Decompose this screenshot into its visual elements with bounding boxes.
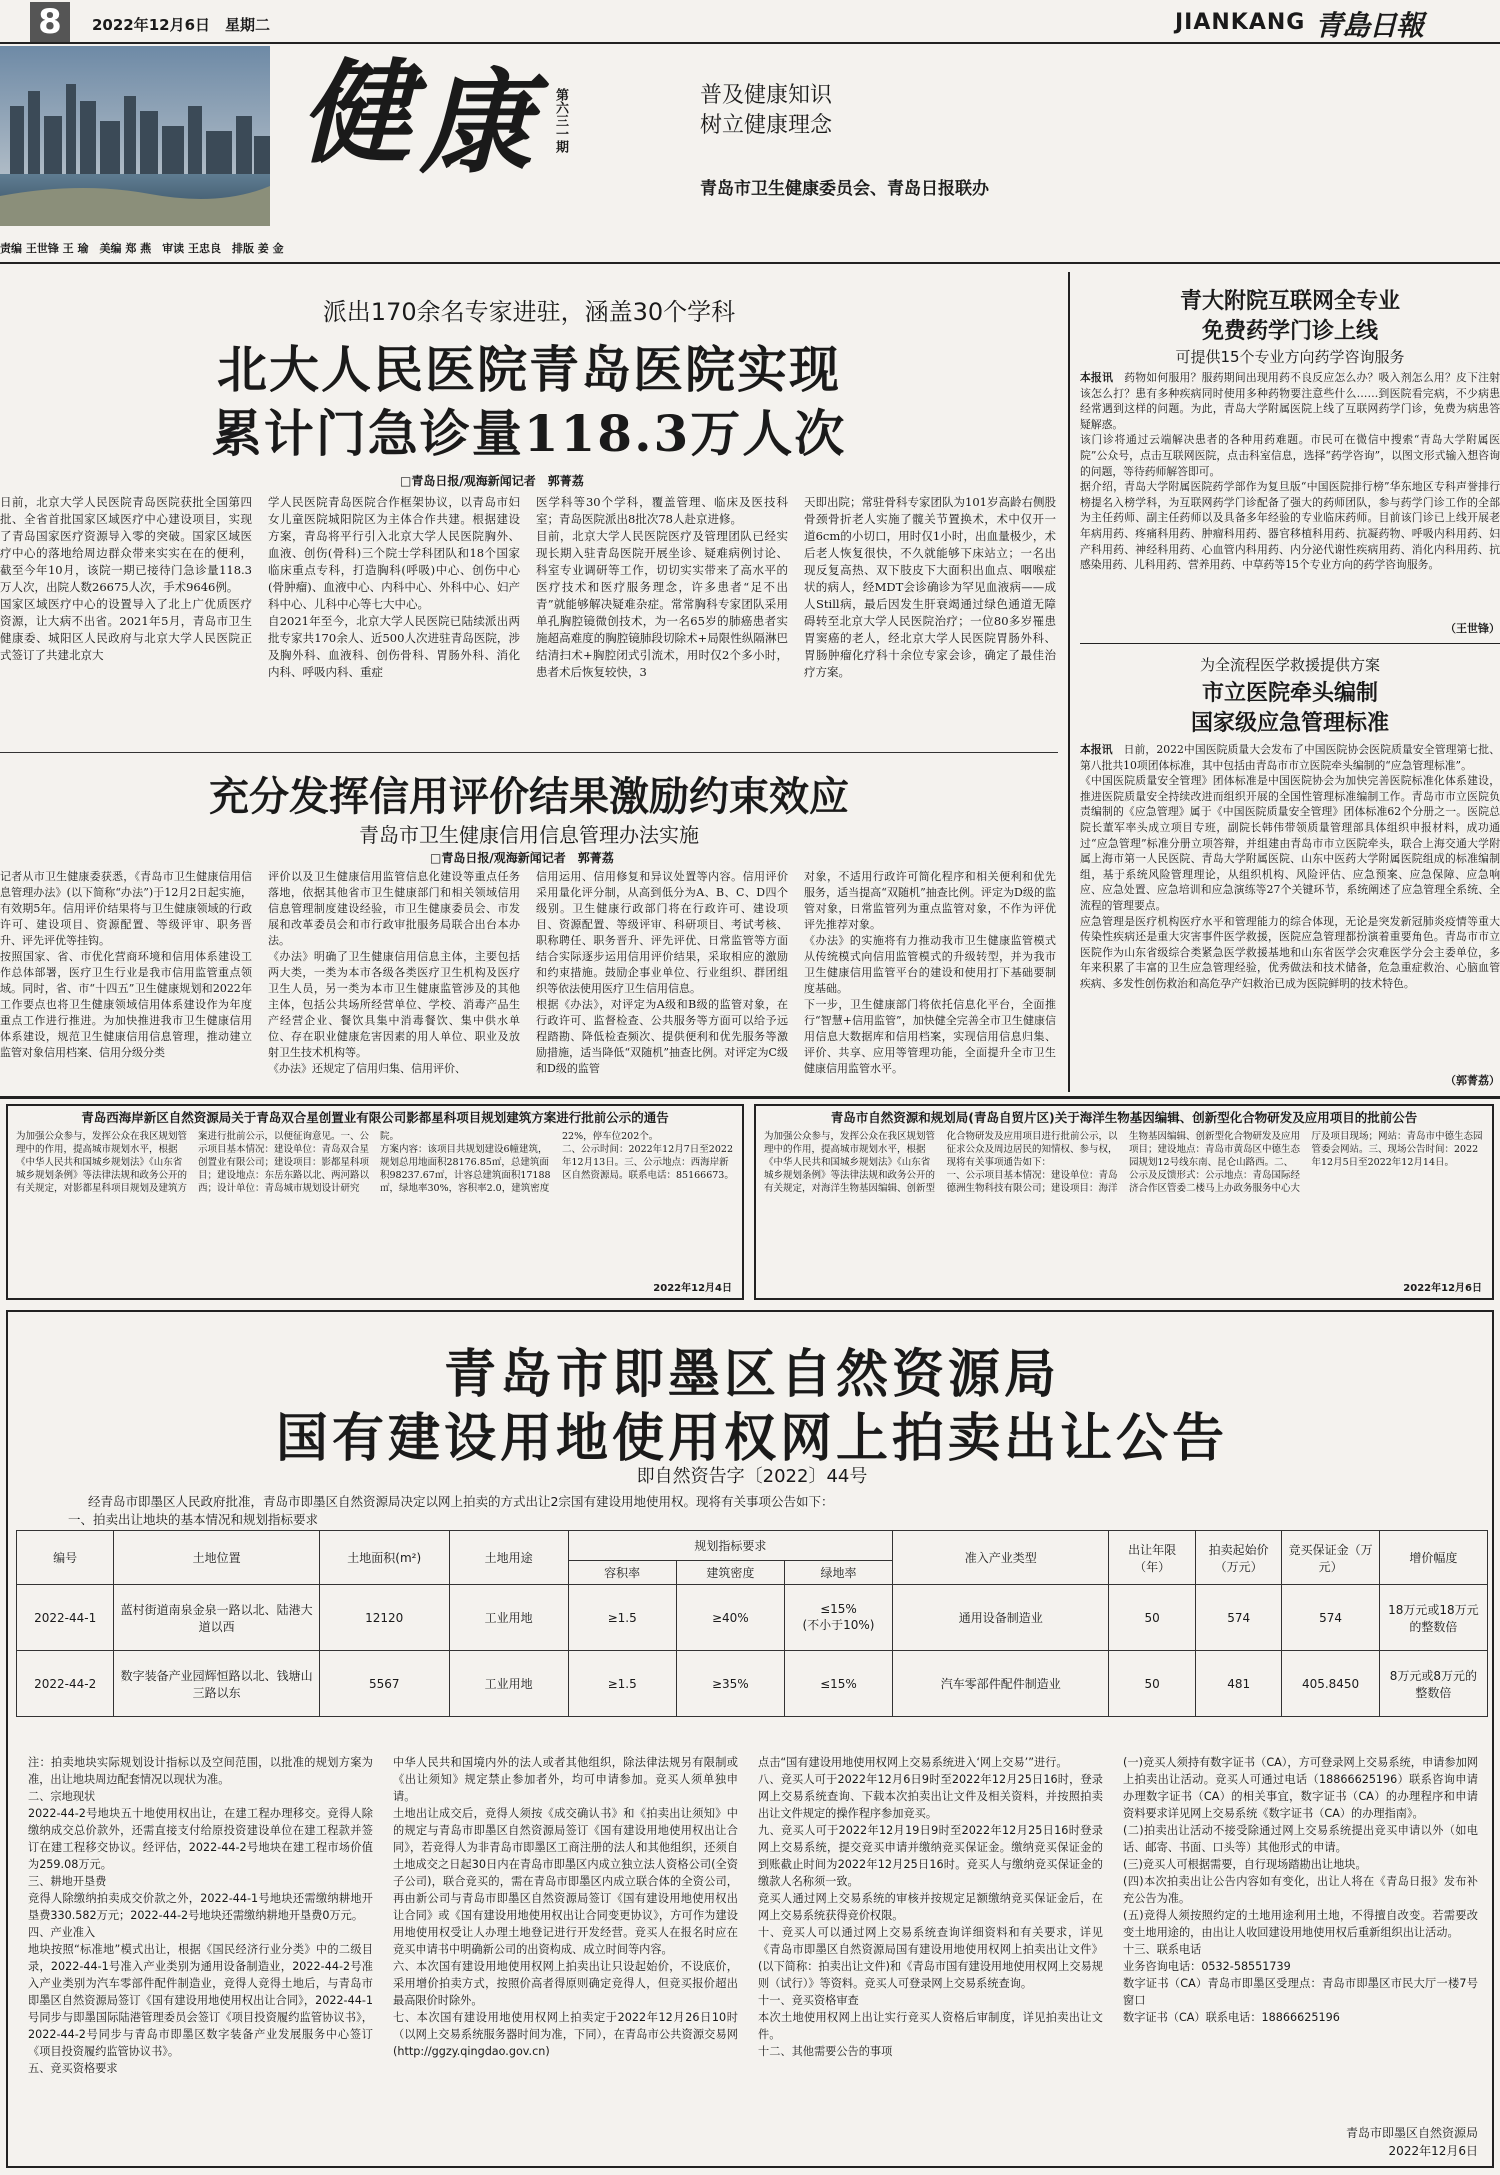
sidebar-divider <box>1080 643 1500 644</box>
cell-far: ≥1.5 <box>568 1651 676 1717</box>
notice-1-text: 为加强公众参与，发挥公众在我区规划管理中的作用，提高城市规划水平，根据《中华人民共和国城乡规划法》《山东省城乡规划条例》等法律法规和政务公开的有关规定，对影都星科项目规划及建筑方案进行批前公示，以便征询意见。一、公示项目基本情况：建设单位：青岛双合星创置业有限公司；建设项目：影都星科项目；建设地点：东岳东路以北、两河路以西；设计单位：青岛城市规划设计研究院。 方案内容：该项目共规划建设6幢建筑，规划总用地面积28176.85㎡，总建筑面积98237.67㎡，计容总建筑面积17188㎡，绿地率30%，容积率2.0，建筑密度22%，停车位202个。 二、公示时间：2022年12月7日至2022年12月13日。三、公示地点：西海岸新区自然资源局。联系电话：85166673。 <box>16 1131 734 1194</box>
column-divider <box>1068 272 1070 1092</box>
auction-col-3: 点击“国有建设用地使用权网上交易系统进入‘网上交易’”进行。 八、竞买人可于2022年12月6日9时至2022年12月25日16时，登录网上交易系统查询、下载本次拍卖出让文件及相关资料，并按照拍卖出让文件规定的操作程序参加竞买。 九、竞买人可于2022年12月19日9时至2022年12月25日16时登录网上交易系统，提交竞买申请并缴纳竞买保证金。缴纳竞买保证金的到账截止时间为2022年12月25日16时。竞买人与缴纳竞买保证金的缴款人名称须一致。 竞买人通过网上交易系统的审核并按规定足额缴纳竞买保证金后，在网上交易系统获得竞价权限。 十、竞买人可以通过网上交易系统查询详细资料和有关要求，详见《青岛市即墨区自然资源局国有建设用地使用权网上拍卖出让文件》(以下简称：拍卖出让文件)和《青岛市国有建设用地使用权网上交易规则（试行）》等资料。竞买人可登录网上交易系统查询。 十一、竞买资格审查 本次土地使用权网上出让实行竞买人资格后审制度，详见拍卖出让文件。 十二、其他需要公告的事项 <box>758 1756 1103 2058</box>
auction-title-2: 国有建设用地使用权网上拍卖出让公告 <box>275 1408 1228 1469</box>
cell-start-price: 481 <box>1195 1651 1282 1717</box>
masthead-bar <box>0 0 1500 44</box>
th-increment: 增价幅度 <box>1379 1531 1487 1585</box>
article-1-headline-2: 累计门急诊量118.3万人次 <box>211 404 847 463</box>
sidebar-1-headline-2: 免费药学门诊上线 <box>1201 318 1378 344</box>
article-1-col-3: 医学科等30个学科，覆盖管理、临床及医技科室；青岛医院派出8批次78人赴京进修。 目前，北京大学人民医院医疗及管理团队已经实现长期入驻青岛医院开展坐诊、疑难病例讨论、科室专业调研等工作，切切实实带来了高水平的医疗技术和医疗服务理念，许多患者“足不出青”就能够解决疑难杂症。常常胸科专家团队采用单孔胸腔镜微创技术，为一名65岁的肺癌患者实施超高难度的胸腔镜肺段切除术+局限性纵隔淋巴结清扫术+胸腔闭式引流术，用时仅2个多小时，患者术后恢复较快，3 <box>536 495 788 679</box>
th-far: 容积率 <box>568 1561 676 1585</box>
city-skyline-photo <box>0 46 270 226</box>
sidebar-2-body <box>1080 742 1500 1068</box>
auction-signdate: 2022年12月6日 <box>1388 2144 1478 2158</box>
th-term: 出让年限（年） <box>1109 1531 1196 1585</box>
sidebar-2-author: （郭菁荔） <box>1445 1074 1500 1087</box>
th-density: 建筑密度 <box>676 1561 784 1585</box>
article-1-headline-1: 北大人民医院青岛医院实现 <box>217 340 841 399</box>
table-row <box>17 1585 1488 1651</box>
auction-section-1: 一、拍卖出让地块的基本情况和规划指标要求 <box>68 1512 319 1527</box>
cell-location: 蓝村街道南泉金泉一路以北、陆港大道以西 <box>114 1585 320 1651</box>
article-1-kicker: 派出170余名专家进驻，涵盖30个学科 <box>322 298 736 326</box>
auction-signoff: 青岛市即墨区自然资源局 <box>1345 2126 1478 2140</box>
article-2-col-1: 记者从市卫生健康委获悉，《青岛市卫生健康信用信息管理办法》(以下简称“办法”)于12月2日起实施，有效期5年。信用评价结果将与卫生健康领域的行政许可、建设项目、资源配置、等级评审、职务晋升、评先评优等挂钩。 按照国家、省、市优化营商环境和信用体系建设工作总体部署，医疗卫生行业是我市信用监管重点领域。同时，省、市“十四五”卫生健康规划和2022年工作要点也将卫生健康领域信用体系建设作为年度重点工作进行推进。为加快推进我市卫生健康信用体系建设，规范卫生健康信用信息管理，推动建立监管对象信用档案、信用分级分类 <box>0 870 252 1059</box>
auction-notice <box>6 1310 1494 2168</box>
newspaper-logo: 青島日報 <box>1315 9 1424 42</box>
notice-1-date: 2022年12月4日 <box>653 1283 732 1294</box>
sidebar-1 <box>1080 278 1500 640</box>
cell-green: ≤15% (不小于10%) <box>784 1585 892 1651</box>
parcel-table <box>16 1530 1488 1717</box>
sidebar-1-subhead: 可提供15个专业方向药学咨询服务 <box>1175 348 1405 366</box>
cell-density: ≥35% <box>676 1651 784 1717</box>
cell-increment: 18万元或18万元的整数倍 <box>1379 1585 1487 1651</box>
article-2-col-2: 评价以及卫生健康信用监管信息化建设等重点任务落地，依据其他省市卫生健康部门和相关领域信用信息管理制度建设经验，市卫生健康委员会、市发展和改革委员会和市行政审批服务局联合出台本办法。 《办法》明确了卫生健康信用信息主体，主要包括两大类，一类为本市各级各类医疗卫生机构及医疗卫生人员，另一类为本市卫生健康监管涉及的其他主体，包括公共场所经营单位、学校、消毒产品生产经营企业、餐饮具集中消毒餐饮、集中供水单位、存在职业健康危害因素的用人单位、职业及放射卫生技术机构等。 《办法》还规定了信用归集、信用评价、 <box>268 870 520 1075</box>
slogan-line-1: 普及健康知识 <box>700 83 833 108</box>
auction-intro: 经青岛市即墨区人民政府批准，青岛市即墨区自然资源局决定以网上拍卖的方式出让2宗国有建设用地使用权。现将有关事项公告如下： <box>88 1494 834 1509</box>
sidebar-1-text: 药物如何服用？服药期间出现用药不良反应怎么办？吸入剂怎么用？皮下注射该怎么打？患有多种疾病同时使用多种药物要注意些什么……到医院看完病，不少病患经常遇到这样的问题。为此，青岛大学附属医院上线了互联网药学门诊，免费为病患答疑解惑。 该门诊将通过云端解决患者的各种用药难题。市民可在微信中搜索“青岛大学附属医院”公众号，点击互联网医院，点击科室信息，选择“药学咨询”，以图文形式输入想咨询的问题，等待药师解答即可。 据介绍，青岛大学附属医院药学部作为复旦版“中国医院排行榜”华东地区专科声誉排行榜提名入榜学科，为互联网药学门诊配备了强大的药师团队，参与药学门诊工作的全部为主任药师、副主任药师以及具备多年经验的专业临床药师。目前该门诊已上线开展老年病用药、疼痛科用药、肿瘤科用药、器官移植科用药、抗凝药物、呼吸内科用药、妇产科用药、神经科用药、心血管内科用药、内分泌代谢性疾病用药、消化内科用药、抗感染用药、儿科用药、营养用药、中草药等15个专业方向的药学咨询服务。 <box>1080 371 1500 572</box>
cell-start-price: 574 <box>1195 1585 1282 1651</box>
sidebar-1-headline-1: 青大附院互联网全专业 <box>1179 288 1400 314</box>
article-1-col-2: 学人民医院青岛医院合作框架协议，以青岛市妇女儿童医院城阳院区为主体合作共建。根据建设方案，青岛将平行引入北京大学人民医院胸外、血液、创伤(骨科)三个院士学科团队和18个国家临床重点专科，打造胸科(呼吸)中心、创伤中心(骨肿瘤)、血液中心、内科中心、外科中心、妇产科中心、儿科中心等七大中心。 自2021年至今，北京大学人民医院已陆续派出两批专家共170余人、近500人次进驻青岛医院，涉及胸外科、血液科、创伤骨科、胃肠外科、消化内科、呼吸内科、重症 <box>268 495 520 679</box>
notice-1-title: 青岛西海岸新区自然资源局关于青岛双合星创置业有限公司影都星科项目规划建筑方案进行批前公示的通告 <box>81 1110 669 1125</box>
sidebar-2-headline-1: 市立医院牵头编制 <box>1201 680 1378 706</box>
th-start-price: 拍卖起始价（万元） <box>1195 1531 1282 1585</box>
sidebar-2-lead: 本报讯 <box>1080 743 1113 756</box>
issue-date: 2022年12月6日 星期二 <box>92 16 271 34</box>
article-2-subhead: 青岛市卫生健康信用信息管理办法实施 <box>359 823 699 847</box>
page-number: 8 <box>30 2 70 42</box>
notice-1 <box>6 1104 744 1300</box>
editors-credit: 责编 王世锋 王 瑜 美编 郑 燕 审读 王忠良 排版 姜 金 <box>0 238 1500 264</box>
cell-green: ≤15% <box>784 1651 892 1717</box>
notice-2-text: 为加强公众参与，发挥公众在我区规划管理中的作用，提高城市规划水平，根据《中华人民共和国城乡规划法》《山东省城乡规划条例》等法律法规和政务公开的有关规定，对海洋生物基因编辑、创新型化合物研发及应用项目进行批前公示，以征求公众及周边居民的知情权、参与权，现将有关事项通告如下： 一、公示项目基本情况：建设单位：青岛德洲生物科技有限公司；建设项目：海洋生物基因编辑、创新型化合物研发及应用项目；建设地点：青岛市黄岛区中德生态园规划12号线东南、昆仑山路西。二、公示及反馈形式：公示地点：青岛国际经济合作区管委二楼马上办政务服务中心大厅及项目现场；网站：青岛市中德生态园管委会网站。三、现场公告时间：2022年12月5日至2022年12月14日。 <box>764 1131 1483 1194</box>
th-industry: 准入产业类型 <box>893 1531 1109 1585</box>
auction-col-2: 中华人民共和国境内外的法人或者其他组织，除法律法规另有限制或《出让须知》规定禁止参加者外，均可申请参加。竞买人须单独申请。 土地出让成交后，竞得人须按《成交确认书》和《拍卖出让须知》中的规定与青岛市即墨区自然资源局签订《国有建设用地使用权出让合同》，若竞得人为非青岛市即墨区工商注册的法人和其他组织，还须自土地成交之日起30日内在青岛市即墨区内成立独立法人资格公司(全资子公司)，联合竞买的，需在青岛市即墨区内成立联合体的全资公司，再由新公司与青岛市即墨区自然资源局签订《国有建设用地使用权出让合同》或《国有建设用地使用权出让合同变更协议》，方可作为建设用地使用权受让人办理土地登记进行开发经营。竞买人在报名时应在竞买申请书中明确新公司的出资构成、成立时间等内容。 六、本次国有建设用地使用权网上拍卖出让只设起始价，不设底价，采用增价拍卖方式，按照价高者得原则确定竞得人，但竞买报价超出最高限价时除外。 七、本次国有建设用地使用权网上拍卖定于2022年12月26日10时（以网上交易系统服务器时间为准，下同），在青岛市公共资源交易网(http://ggzy.qingdao.gov.cn) <box>393 1756 738 2058</box>
cell-id: 2022-44-2 <box>17 1651 114 1717</box>
th-planning: 规划指标要求 <box>568 1531 892 1561</box>
article-2-byline: □青岛日报/观海新闻记者 郭菁荔 <box>430 851 614 865</box>
th-deposit: 竞买保证金（万元） <box>1282 1531 1379 1585</box>
article-2 <box>0 752 1058 1092</box>
sidebar-1-author: （王世锋） <box>1445 622 1500 635</box>
cell-area: 12120 <box>319 1585 449 1651</box>
notice-2 <box>754 1104 1494 1300</box>
auction-col-1: 注：拍卖地块实际规划设计指标以及空间范围，以批准的规划方案为准，出让地块周边配套情况以现状为准。 二、宗地现状 2022-44-2号地块五十地使用权出让，在建工程办理移交。竞得人除缴纳成交总价款外，还需直接支付给原投资建设单位在建工程款并签订在建工程移交协议。经评估，2022-44-2号地块在建工程市场价值为259.08万元。 三、耕地开垦费 竞得人除缴纳拍卖成交价款之外，2022-44-1号地块还需缴纳耕地开垦费330.582万元；2022-44-2号地块还需缴纳耕地开垦费0万元。 四、产业准入 地块按照“标准地”模式出让，根据《国民经济行业分类》中的二级目录，2022-44-1号准入产业类别为通用设备制造业，2022-44-2号准入产业类别为汽车零部件配件制造业，竞得人竞得土地后，与青岛市即墨区自然资源局签订《国有建设用地使用权出让合同》，2022-44-1号同步与即墨国际陆港管理委员会签订《项目投资履约监管协议书》，2022-44-2号同步与青岛市即墨区数字装备产业发展服务中心签订《项目投资履约监管协议书》。 五、竞买资格要求 <box>28 1756 373 2075</box>
sidebar-1-body <box>1080 370 1500 618</box>
cell-deposit: 405.8450 <box>1282 1651 1379 1717</box>
th-green: 绿地率 <box>784 1561 892 1585</box>
article-1-col-1: 日前，北京大学人民医院青岛医院获批全国第四批、全省首批国家区域医疗中心建设项目，实现了青岛国家医疗资源导入零的突破。国家区域医疗中心的落地给周边群众带来实实在在的便利，截至今年10月，该院一期已接待门急诊量118.3万人次，出院人数26675人次，手术9646例。 国家区域医疗中心的设置导入了北上广优质医疗资源，让大病不出省。2021年5月，青岛市卫生健康委、城阳区人民政府与北京大学人民医院正式签订了共建北京大 <box>0 495 252 662</box>
article-2-col-4: 对象，不适用行政许可简化程序和相关便利和优先服务，适当提高“双随机”抽查比例。评定为D级的监管对象，日常监管列为重点监管对象，不作为评优评先推荐对象。 《办法》的实施将有力推动我市卫生健康监管模式从传统模式向信用监管模式的升级转型，并为我市卫生健康信用监管平台的建设和使用打下基础要制度基础。 下一步，卫生健康部门将依托信息化平台，全面推行“智慧+信用监管”，加快健全完善全市卫生健康信用信息大数据库和信用档案，实现信用信息归集、评价、共享、应用等管理功能，全面提升全市卫生健康信用监管水平。 <box>804 870 1056 1075</box>
auction-col-4: (一)竞买人须持有数字证书（CA），方可登录网上交易系统，申请参加网上拍卖出让活动。竞买人可通过电话（18866625196）联系咨询申请办理数字证书（CA）的相关事宜，数字证书（CA）的办理程序和申请资料要求详见网上交易系统《数字证书（CA）的办理指南》。 (二)拍卖出让活动不接受除通过网上交易系统提出竞买申请以外（如电话、邮寄、书面、口头等）其他形式的申请。 (三)竞买人可根据需要，自行现场踏勘出让地块。 (四)本次拍卖出让公告内容如有变化，出让人将在《青岛日报》发布补充公告为准。 (五)竞得人须按照约定的土地用途利用土地，不得擅自改变。若需要改变土地用途的，由出让人收回建设用地使用权后重新组织出让活动。 十三、联系电话 业务咨询电话：0532-58551739 数字证书（CA）青岛市即墨区受理点：青岛市即墨区市民大厅一楼7号窗口 数字证书（CA）联系电话：18866625196 <box>1123 1756 1478 2024</box>
notice-2-title: 青岛市自然资源和规划局(青岛自贸片区)关于海洋生物基因编辑、创新型化合物研发及应用项目的批前公告 <box>830 1110 1418 1125</box>
th-usage: 土地用途 <box>449 1531 568 1585</box>
cell-term: 50 <box>1109 1651 1196 1717</box>
notices-top-rule <box>0 1096 1500 1099</box>
article-1 <box>0 272 1058 752</box>
cell-increment: 8万元或8万元的整数倍 <box>1379 1651 1487 1717</box>
cell-industry: 汽车零部件配件制造业 <box>893 1651 1109 1717</box>
cell-density: ≥40% <box>676 1585 784 1651</box>
cell-industry: 通用设备制造业 <box>893 1585 1109 1651</box>
notice-2-date: 2022年12月6日 <box>1403 1283 1482 1294</box>
cosponsor: 青岛市卫生健康委员会、青岛日报联办 <box>700 179 989 199</box>
sidebar-2-kicker: 为全流程医学救援提供方案 <box>1199 656 1380 674</box>
cell-id: 2022-44-1 <box>17 1585 114 1651</box>
slogan-line-2: 树立健康理念 <box>700 113 833 138</box>
auction-title-1: 青岛市即墨区自然资源局 <box>443 1344 1060 1405</box>
cell-term: 50 <box>1109 1585 1196 1651</box>
cell-far: ≥1.5 <box>568 1585 676 1651</box>
auction-doc-number: 即自然资告字〔2022〕44号 <box>636 1466 868 1487</box>
sidebar-2 <box>1080 648 1500 1092</box>
cell-location: 数字装备产业园辉恒路以北、钱塘山三路以东 <box>114 1651 320 1717</box>
th-location: 土地位置 <box>114 1531 320 1585</box>
th-area: 土地面积(m²) <box>319 1531 449 1585</box>
cell-deposit: 574 <box>1282 1585 1379 1651</box>
table-row <box>17 1651 1488 1717</box>
section-header <box>0 46 1500 236</box>
cell-area: 5567 <box>319 1651 449 1717</box>
article-1-col-4: 天即出院；常驻骨科专家团队为101岁高龄右侧股骨颈骨折老人实施了髋关节置换术，术中仅开一道6cm的小切口，用时仅1小时，出血量极少，术后老人恢复很快，不久就能够下床站立；一名出现反复高热、双下肢皮下大面积出血点、咽喉症状的病人，经MDT会诊确诊为罕见血液病——成人Still病，最后因发生肝衰竭通过绿色通道无障碍转至北京大学人民医院治疗；一位80多岁罹患胃窦癌的老人，经北京大学人民医院胃肠外科、胃肠肿瘤化疗科十余位专家会诊，确定了最佳治疗方案。 <box>804 495 1056 679</box>
issue-label: 第六三一期 <box>553 88 568 153</box>
cell-usage: 工业用地 <box>449 1585 568 1651</box>
sidebar-2-headline-2: 国家级应急管理标准 <box>1190 710 1389 736</box>
section-title-char-2: 康 <box>420 58 532 189</box>
section-title-char-1: 健 <box>300 48 412 179</box>
sidebar-2-text: 日前，2022中国医院质量大会发布了中国医院协会医院质量安全管理第七批、第八批共10项团体标准，其中包括由青岛市市立医院牵头编制的“应急管理标准”。 《中国医院质量安全管理》团体标准是中国医院协会为加快完善医院标准化体系建设，推进医院质量安全持续改进而组织开展的全国性管理标准编制工作。青岛市市立医院负责编制的《应急管理》属于《中国医院质量安全管理》团体标准62个分册之一。医院总院长董军率头成立项目专班，副院长韩伟带领质量管理部具体组织申报材料，成功通过“应急管理”标准分册立项答辩，并组建由青岛市市立医院牵头，联合上海交通大学附属上海市第一人民医院、青岛大学附属医院、山东中医药大学附属医院组成的标准编制组，基于系统风险管理理论，从组织机构、风险评估、应急预案、应急保障、应急响应、应急处置、应急培训和应急演练等27个关键环节，系统阐述了应急管理全系统、全流程的管理要点。 应急管理是医疗机构医疗水平和管理能力的综合体现，无论是突发新冠肺炎疫情等重大传染性疾病还是重大灾害事件医学救援，医院应急管理都扮演着重要角色。青岛市市立医院作为山东省级综合类紧急医学救援基地和山东省医学会灾难医学分会主委单位，多年来积累了丰富的卫生应急管理经验，优秀做法和技术储备，危急重症救治、心脑血管疾病、多发性创伤救治和高危孕产妇救治已成为医院鲜明的技术特色。 <box>1080 743 1500 990</box>
cell-usage: 工业用地 <box>449 1651 568 1717</box>
th-id: 编号 <box>17 1531 114 1585</box>
article-2-headline: 充分发挥信用评价结果激励约束效应 <box>209 773 849 820</box>
sidebar-1-lead: 本报讯 <box>1080 371 1114 384</box>
article-1-byline: □青岛日报/观海新闻记者 郭菁荔 <box>400 474 584 488</box>
article-2-col-3: 信用运用、信用修复和异议处置等内容。信用评价采用量化评分制，从高到低分为A、B、C、D四个级别。卫生健康行政部门将在行政许可、建设项目、资源配置、等级评审、科研项目、考试考核、职称聘任、职务晋升、评先评优、日常监管等方面结合实际逐步运用信用评价结果，采取相应的激励和约束措施。鼓励企事业单位、行业组织、群团组织等依法使用医疗卫生信用信息。 根据《办法》，对评定为A级和B级的监管对象，在行政许可、监督检查、公共服务等方面可以给予远程踏勘、降低检查频次、提供便利和优先服务等激励措施，适当降低“双随机”抽查比例。对评定为C级和D级的监管 <box>536 870 788 1075</box>
section-pinyin: JIANKANG <box>1175 10 1306 35</box>
